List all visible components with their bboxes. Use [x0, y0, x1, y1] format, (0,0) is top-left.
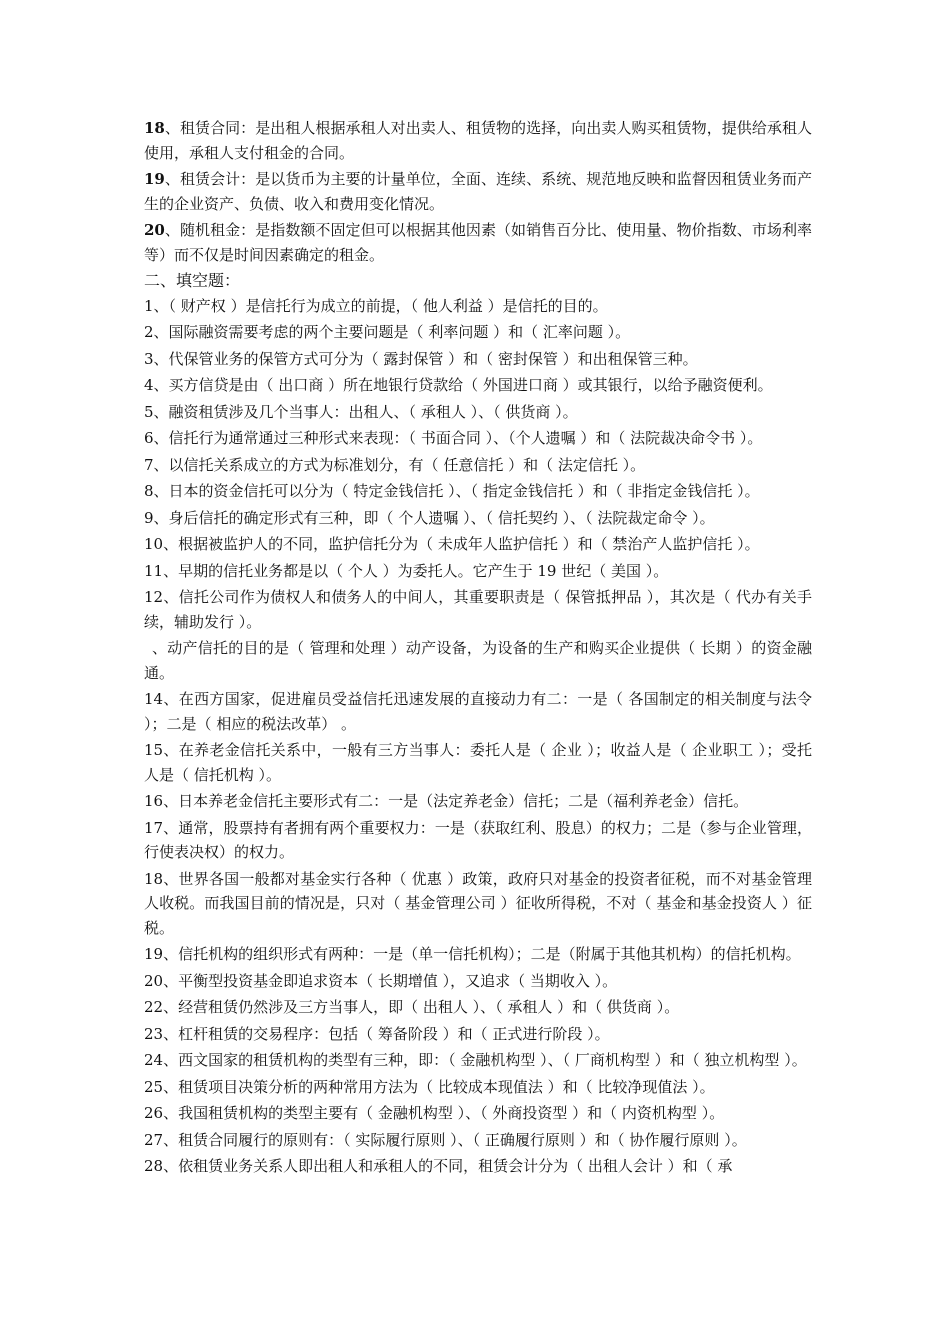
definition-number: 20	[144, 221, 165, 239]
fill-blank-item: 24、西文国家的租赁机构的类型有三种，即：（ 金融机构型 ）、（ 厂商机构型 ）和（ 独立机构型 ）。	[144, 1051, 807, 1069]
fill-blank-item: 17、通常，股票持有者拥有两个重要权力：一是（获取红利、股息）的权力；二是（参与企业管理，行使表决权）的权力。	[144, 818, 812, 861]
section-heading: 二、填空题：	[144, 271, 241, 290]
fill-blank-item: 28、依租赁业务关系人即出租人和承租人的不同，租赁会计分为（ 出租人会计 ）和（ 承	[144, 1157, 733, 1175]
fill-blank-item: 23、杠杆租赁的交易程序：包括（ 筹备阶段 ）和（ 正式进行阶段 ）。	[144, 1024, 610, 1043]
fill-blank-item: 3、代保管业务的保管方式可分为（ 露封保管 ）和（ 密封保管 ）和出租保管三种。	[144, 349, 698, 368]
fill-blank-item-13: 、动产信托的目的是（ 管理和处理 ）动产设备，为设备的生产和购买企业提供（ 长期 ）的资金融通。	[144, 639, 812, 682]
fill-blank-item: 10、根据被监护人的不同，监护信托分为（ 未成年人监护信托 ）和（ 禁治产人监护信托 ）。	[144, 535, 760, 553]
fill-blank-item: 18、世界各国一般都对基金实行各种（ 优惠 ）政策，政府只对基金的投资者征税，而不对基金管理人收税。而我国目前的情况是，只对（ 基金管理公司 ）征收所得税，不对（ 基金和基金投资人 ）征税。	[144, 869, 812, 937]
fill-blank-item: 2、国际融资需要考虑的两个主要问题是（ 利率问题 ）和（ 汇率问题 ）。	[144, 323, 631, 341]
fill-blank-item: 12、信托公司作为债权人和债务人的中间人，其重要职责是（ 保管抵押品 ），其次是（ 代办有关手续，辅助发行 ）。	[144, 588, 812, 631]
fill-blank-item: 26、我国租赁机构的类型主要有（ 金融机构型 ）、（ 外商投资型 ）和（ 内资机构型 ）。	[144, 1104, 725, 1122]
fill-blank-item: 5、融资租赁涉及几个当事人：出租人、（ 承租人 ）、（ 供货商 ）。	[144, 402, 578, 421]
fill-blank-item: 8、日本的资金信托可以分为（ 特定金钱信托 ）、（ 指定金钱信托 ）和（ 非指定金钱信托 ）。	[144, 482, 760, 500]
definition-18	[144, 116, 812, 165]
fill-blank-item: 25、租赁项目决策分析的两种常用方法为（ 比较成本现值法 ）和（ 比较净现值法 ）。	[144, 1077, 715, 1096]
fill-blank-item: 9、身后信托的确定形式有三种，即（ 个人遗嘱 ）、（ 信托契约 ）、（ 法院裁定命令 ）。	[144, 508, 715, 527]
definition-text: 、随机租金：是指数额不固定但可以根据其他因素（如销售百分比、使用量、物价指数、市场利率等）而不仅是时间因素确定的租金。	[144, 221, 812, 264]
fill-blank-item: 15、在养老金信托关系中，一般有三方当事人：委托人是（ 企业 ）；收益人是（ 企业职工 ）；受托人是（ 信托机构 ）。	[144, 741, 812, 784]
fill-blank-item: 6、信托行为通常通过三种形式来表现：（ 书面合同 ）、（个人遗嘱 ）和（ 法院裁决命令书 ）。	[144, 429, 763, 447]
definition-number: 19	[144, 170, 165, 188]
fill-blank-item: 19、信托机构的组织形式有两种：一是（单一信托机构）；二是（附属于其他其机构）的信托机构。	[144, 945, 801, 963]
fill-blank-item: 20、平衡型投资基金即追求资本（ 长期增值 ），又追求（ 当期收入 ）。	[144, 971, 618, 990]
fill-blank-item: 27、租赁合同履行的原则有：（ 实际履行原则 ）、（ 正确履行原则 ）和（ 协作履行原则 ）。	[144, 1130, 747, 1149]
fill-blank-item: 7、以信托关系成立的方式为标准划分，有（ 任意信托 ）和（ 法定信托 ）。	[144, 455, 646, 474]
definition-text: 、租赁合同：是出租人根据承租人对出卖人、租赁物的选择，向出卖人购买租赁物，提供给承租人使用，承租人支付租金的合同。	[144, 119, 812, 162]
fill-blank-item: 22、经营租赁仍然涉及三方当事人，即（ 出租人 ）、（ 承租人 ）和（ 供货商 ）。	[144, 998, 680, 1016]
fill-blank-item: 1、（ 财产权 ）是信托行为成立的前提，（ 他人利益 ）是信托的目的。	[144, 296, 608, 315]
fill-blank-item: 16、日本养老金信托主要形式有二：一是（法定养老金）信托；二是（福利养老金）信托。	[144, 792, 749, 810]
definition-20	[144, 218, 812, 267]
fill-blank-item: 4、买方信贷是由（ 出口商 ）所在地银行贷款给（ 外国进口商 ）或其银行，以给予融资便利。	[144, 376, 773, 394]
definition-number: 18	[144, 119, 165, 137]
definition-text: 、租赁会计：是以货币为主要的计量单位，全面、连续、系统、规范地反映和监督因租赁业务而产生的企业资产、负债、收入和费用变化情况。	[144, 170, 812, 213]
fill-blank-item: 14、在西方国家，促进雇员受益信托迅速发展的直接动力有二：一是（ 各国制定的相关制度与法令 ）；二是（ 相应的税法改革） 。	[144, 690, 812, 733]
definition-19	[144, 167, 812, 216]
fill-blank-item: 11、早期的信托业务都是以（ 个人 ）为委托人。它产生于 19 世纪（ 美国 ）。	[144, 561, 669, 580]
